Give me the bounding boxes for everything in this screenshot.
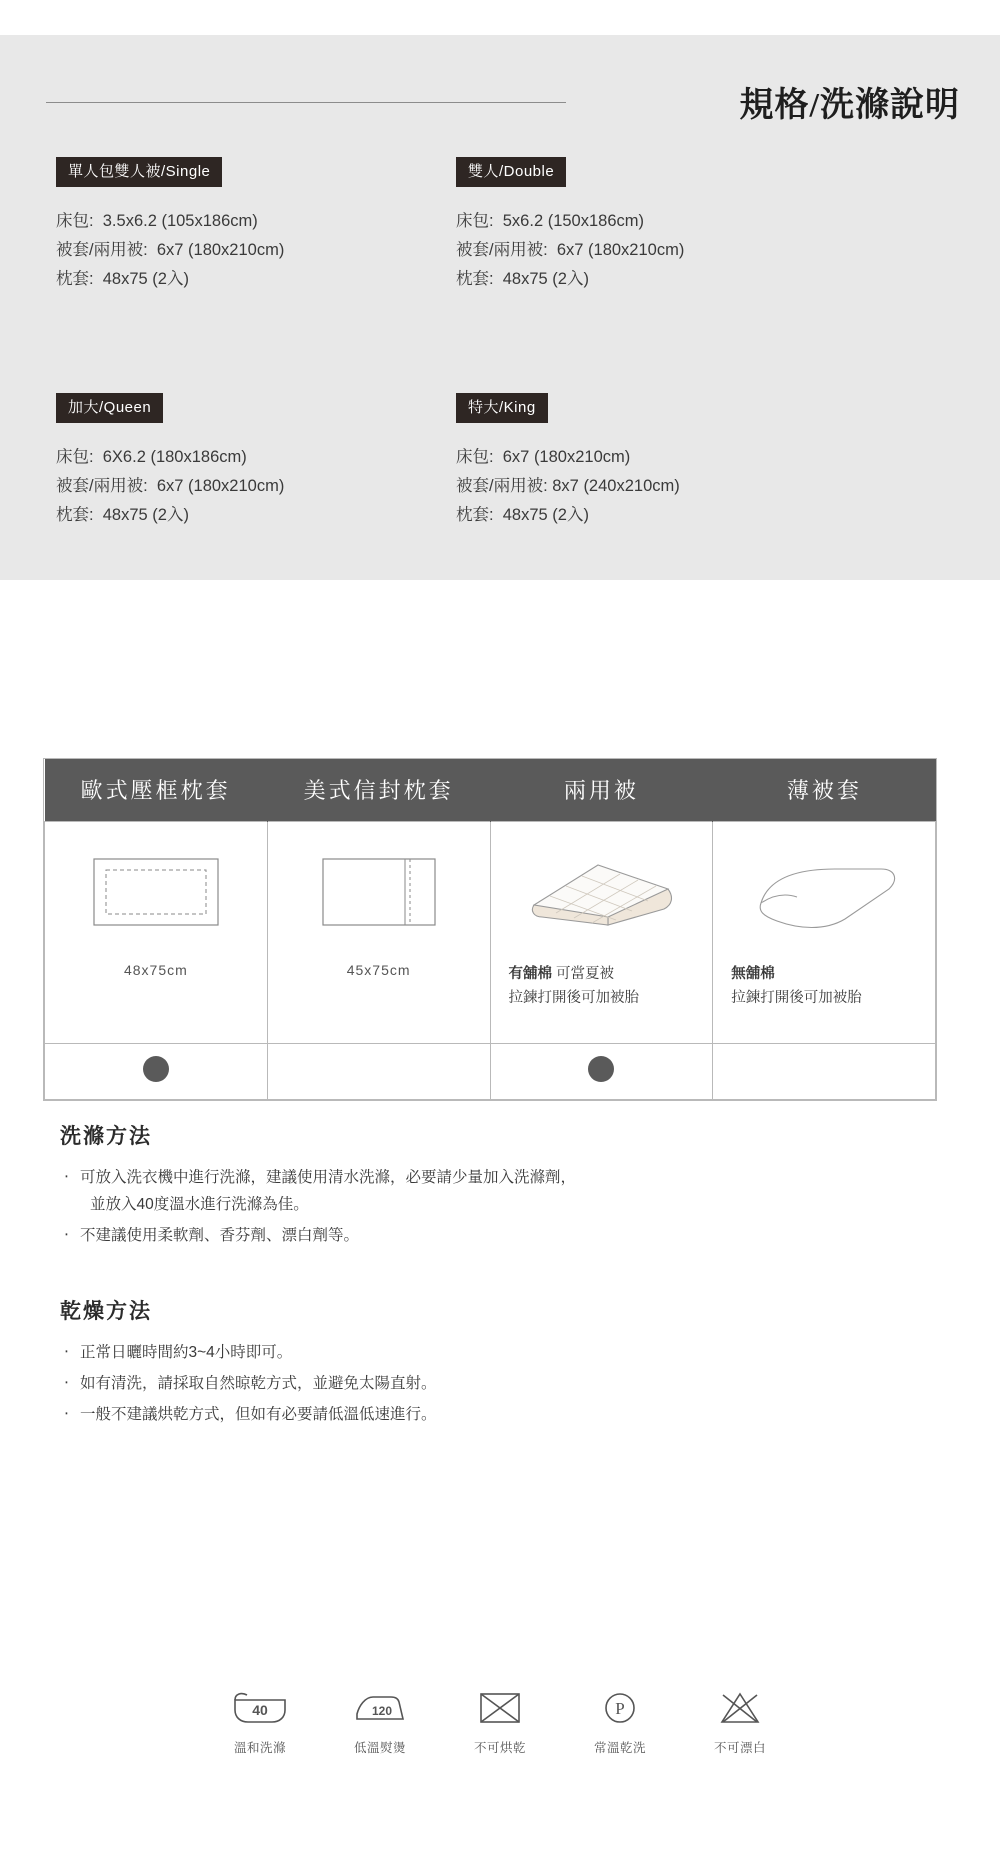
mark-cell <box>45 1043 268 1099</box>
dry-method-heading: 乾燥方法 <box>60 1299 152 1323</box>
care-symbol-label: 溫和洗滌 <box>233 1741 286 1755</box>
care-symbol-iron <box>337 1686 423 1756</box>
care-item-text: 可放入洗衣機中進行洗滌，建議使用清水洗滌，必要請少量加入洗滌劑， <box>80 1169 577 1186</box>
spec-line: 枕套: 48x75 (2入) <box>456 506 589 524</box>
care-list-item <box>64 1339 1000 1366</box>
spec-line: 枕套: 48x75 (2入) <box>56 270 189 288</box>
spec-panel <box>0 35 1000 580</box>
american-pillowcase-illustration <box>268 822 490 962</box>
no-tumble-dry-icon <box>457 1686 543 1728</box>
cell-caption <box>713 962 935 1010</box>
wash-method-heading: 洗滌方法 <box>60 1124 152 1148</box>
table-cell-european-pillowcase <box>45 821 268 1043</box>
spec-line: 被套/兩用被: 6x7 (180x210cm) <box>56 477 285 495</box>
table-mark-row <box>45 1043 936 1099</box>
spec-line: 枕套: 48x75 (2入) <box>456 270 589 288</box>
caption-line2: 拉鍊打開後可加被胎 <box>731 989 862 1006</box>
spec-line: 被套/兩用被: 8x7 (240x210cm) <box>456 477 680 495</box>
table-header-row <box>45 759 936 821</box>
spec-block-queen <box>56 393 284 530</box>
care-symbol-label: 常溫乾洗 <box>593 1741 646 1755</box>
spec-block-double <box>456 157 684 294</box>
wash-temp-value: 40 <box>252 1702 268 1718</box>
care-list-item <box>64 1401 1000 1428</box>
care-symbols-row <box>0 1686 1000 1756</box>
table-header-cell: 薄被套 <box>713 759 936 821</box>
mark-cell <box>713 1043 936 1099</box>
iron-temp-value: 120 <box>371 1704 393 1718</box>
care-item-text: 一般不建議烘乾方式，但如有必要請低溫低速進行。 <box>80 1406 437 1423</box>
iron-icon <box>337 1686 423 1728</box>
table-cell-dual-use-quilt <box>490 821 713 1043</box>
spec-block-single <box>56 157 284 294</box>
spec-line: 床包: 5x6.2 (150x186cm) <box>456 212 644 230</box>
mark-dot <box>588 1056 614 1082</box>
dry-method-list <box>64 1339 1000 1428</box>
table-cell-american-pillowcase <box>267 821 490 1043</box>
caption-bold: 無舖棉 <box>731 965 775 982</box>
mark-cell <box>267 1043 490 1099</box>
care-symbol-no-bleach <box>697 1686 783 1756</box>
dry-clean-letter: P <box>615 1699 625 1718</box>
spec-tag: 特大/King <box>456 393 548 423</box>
care-list-item <box>64 1222 1000 1249</box>
care-instructions <box>0 1120 1000 1432</box>
wash-tub-icon <box>217 1686 303 1728</box>
spec-lines <box>456 443 680 530</box>
care-symbol-label: 不可漂白 <box>713 1741 766 1755</box>
cell-caption <box>491 962 713 1010</box>
spec-grid <box>0 35 1000 580</box>
spec-tag: 雙人/Double <box>456 157 566 187</box>
mark-cell <box>490 1043 713 1099</box>
care-item-text: 正常日曬時間約3~4小時即可。 <box>80 1344 293 1361</box>
spec-line: 被套/兩用被: 6x7 (180x210cm) <box>456 241 685 259</box>
thin-quilt-cover-illustration <box>713 822 935 962</box>
table-cell-thin-quilt-cover <box>713 821 936 1043</box>
spec-block-king <box>456 393 680 530</box>
spec-lines <box>56 443 284 530</box>
care-item-text: 不建議使用柔軟劑、香芬劑、漂白劑等。 <box>80 1227 360 1244</box>
cell-caption: 48x75cm <box>123 961 188 978</box>
care-symbol-label: 不可烘乾 <box>473 1741 526 1755</box>
spec-line: 被套/兩用被: 6x7 (180x210cm) <box>56 241 285 259</box>
section-gap <box>0 1253 1000 1295</box>
care-list-item <box>64 1164 1000 1218</box>
spec-line: 床包: 6X6.2 (180x186cm) <box>56 448 247 466</box>
no-bleach-icon <box>697 1686 783 1728</box>
care-item-subtext: 並放入40度溫水進行洗滌為佳。 <box>90 1196 309 1213</box>
caption-line2: 拉鍊打開後可加被胎 <box>508 989 639 1006</box>
product-comparison-table <box>43 758 937 1101</box>
spec-tag: 加大/Queen <box>56 393 163 423</box>
table-row <box>45 821 936 1043</box>
care-symbol-label: 低溫熨燙 <box>353 1741 406 1755</box>
european-pillowcase-illustration <box>45 822 267 962</box>
caption-bold: 有舖棉 <box>508 965 552 982</box>
care-symbol-dry-clean <box>577 1686 663 1756</box>
spec-title: 規格/洗滌說明 <box>739 87 960 124</box>
dry-clean-p-icon <box>577 1686 663 1728</box>
spec-lines <box>456 207 684 294</box>
cell-caption: 45x75cm <box>346 961 411 978</box>
spec-line: 床包: 3.5x6.2 (105x186cm) <box>56 212 258 230</box>
care-symbol-wash <box>217 1686 303 1756</box>
spec-lines <box>56 207 284 294</box>
spec-line: 枕套: 48x75 (2入) <box>56 506 189 524</box>
spec-tag: 單人包雙人被/Single <box>56 157 222 187</box>
dual-use-quilt-illustration <box>491 822 713 962</box>
table-header-cell: 兩用被 <box>490 759 713 821</box>
table-header-cell: 歐式壓框枕套 <box>45 759 268 821</box>
spec-line: 床包: 6x7 (180x210cm) <box>456 448 631 466</box>
care-item-text: 如有清洗，請採取自然晾乾方式，並避免太陽直射。 <box>80 1375 437 1392</box>
mark-dot <box>143 1056 169 1082</box>
wash-method-list <box>64 1164 1000 1249</box>
care-symbol-no-tumble-dry <box>457 1686 543 1756</box>
table-header-cell: 美式信封枕套 <box>267 759 490 821</box>
caption-rest: 可當夏被 <box>552 965 615 982</box>
care-list-item <box>64 1370 1000 1397</box>
